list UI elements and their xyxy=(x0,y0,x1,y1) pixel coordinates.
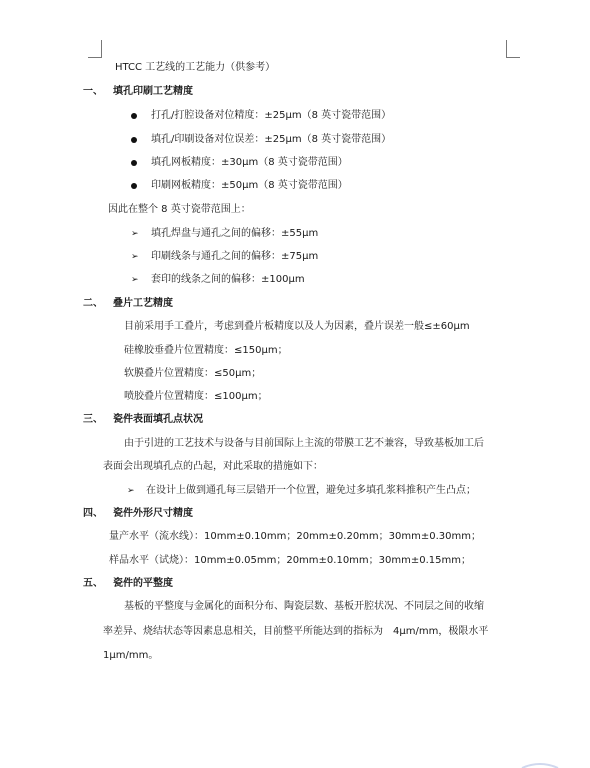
paragraph-line: 量产水平（流水线）：10mm±0.10mm；20mm±0.20mm；30mm±0.30mm； xyxy=(109,531,482,542)
bullet-dot-icon xyxy=(131,113,137,119)
paragraph-line: 表面会出现填孔点的凸起，对此采取的措施如下： xyxy=(103,461,323,472)
section-2-heading xyxy=(83,297,173,311)
list-item: 填孔网板精度：±30μm（8 英寸瓷带范围） xyxy=(151,157,348,168)
list-item: 打孔/打腔设备对位精度：±25μm（8 英寸瓷带范围） xyxy=(151,110,392,121)
section-5-heading xyxy=(83,577,173,591)
margin-corner-top-left xyxy=(88,40,102,58)
list-item: 填孔焊盘与通孔之间的偏移：±55μm xyxy=(151,228,319,239)
section-1-number: 一、 xyxy=(83,86,103,97)
section-2-number: 二、 xyxy=(83,298,103,309)
list-item: 印刷网板精度：±50μm（8 英寸瓷带范围） xyxy=(151,180,348,191)
list-item: 套印的线条之间的偏移：±100μm xyxy=(151,274,305,285)
section-1-heading xyxy=(83,85,193,99)
bullet-dot-icon xyxy=(131,183,137,189)
paragraph-line: 目前采用手工叠片，考虑到叠片板精度以及人为因素，叠片误差一般≤±60μm xyxy=(124,321,470,332)
arrow-bullet-icon: ➢ xyxy=(131,275,139,285)
section-5-title: 瓷件的平整度 xyxy=(113,578,173,589)
bullet-dot-icon xyxy=(131,137,137,143)
section-2-title: 叠片工艺精度 xyxy=(113,298,173,309)
arrow-bullet-icon: ➢ xyxy=(131,252,139,262)
section-1-summary: 因此在整个 8 英寸瓷带范围上： xyxy=(108,204,251,215)
list-item: 填孔/印刷设备对位误差：±25μm（8 英寸瓷带范围） xyxy=(151,134,392,145)
list-item: 印刷线条与通孔之间的偏移：±75μm xyxy=(151,251,319,262)
list-item: 在设计上做到通孔每三层错开一个位置，避免过多填孔浆料推积产生凸点； xyxy=(146,485,476,496)
section-3-heading xyxy=(83,413,203,427)
margin-corner-top-right xyxy=(506,40,520,58)
section-4-number: 四、 xyxy=(83,508,103,519)
bullet-dot-icon xyxy=(131,160,137,166)
section-1-title: 填孔印刷工艺精度 xyxy=(113,86,193,97)
paragraph-line: 软膜叠片位置精度：≤50μm； xyxy=(124,368,262,379)
paragraph-line: 1μm/mm。 xyxy=(103,650,159,661)
paragraph-line: 喷胶叠片位置精度：≤100μm； xyxy=(124,391,268,402)
document-title: HTCC 工艺线的工艺能力（供参考） xyxy=(115,62,276,73)
paragraph-line: 由于引进的工艺技术与设备与目前国际上主流的带膜工艺不兼容，导致基板加工后 xyxy=(124,438,484,449)
section-5-number: 五、 xyxy=(83,578,103,589)
paragraph-line: 率差异、烧结状态等因素息息相关，目前整平所能达到的指标为 4μm/mm，极限水平 xyxy=(103,626,489,637)
paragraph-line: 硅橡胶垂叠片位置精度：≤150μm； xyxy=(124,345,288,356)
section-3-number: 三、 xyxy=(83,414,103,425)
section-4-title: 瓷件外形尺寸精度 xyxy=(113,508,193,519)
arrow-bullet-icon: ➢ xyxy=(131,229,139,239)
section-3-title: 瓷件表面填孔点状况 xyxy=(113,414,203,425)
arrow-bullet-icon: ➢ xyxy=(127,486,135,496)
section-4-heading xyxy=(83,507,193,521)
paragraph-line: 样品水平（试烧）：10mm±0.05mm；20mm±0.10mm；30mm±0.15mm； xyxy=(109,555,472,566)
page-decoration-icon xyxy=(520,760,560,768)
paragraph-line: 基板的平整度与金属化的面积分布、陶瓷层数、基板开腔状况、不同层之间的收缩 xyxy=(124,601,484,612)
